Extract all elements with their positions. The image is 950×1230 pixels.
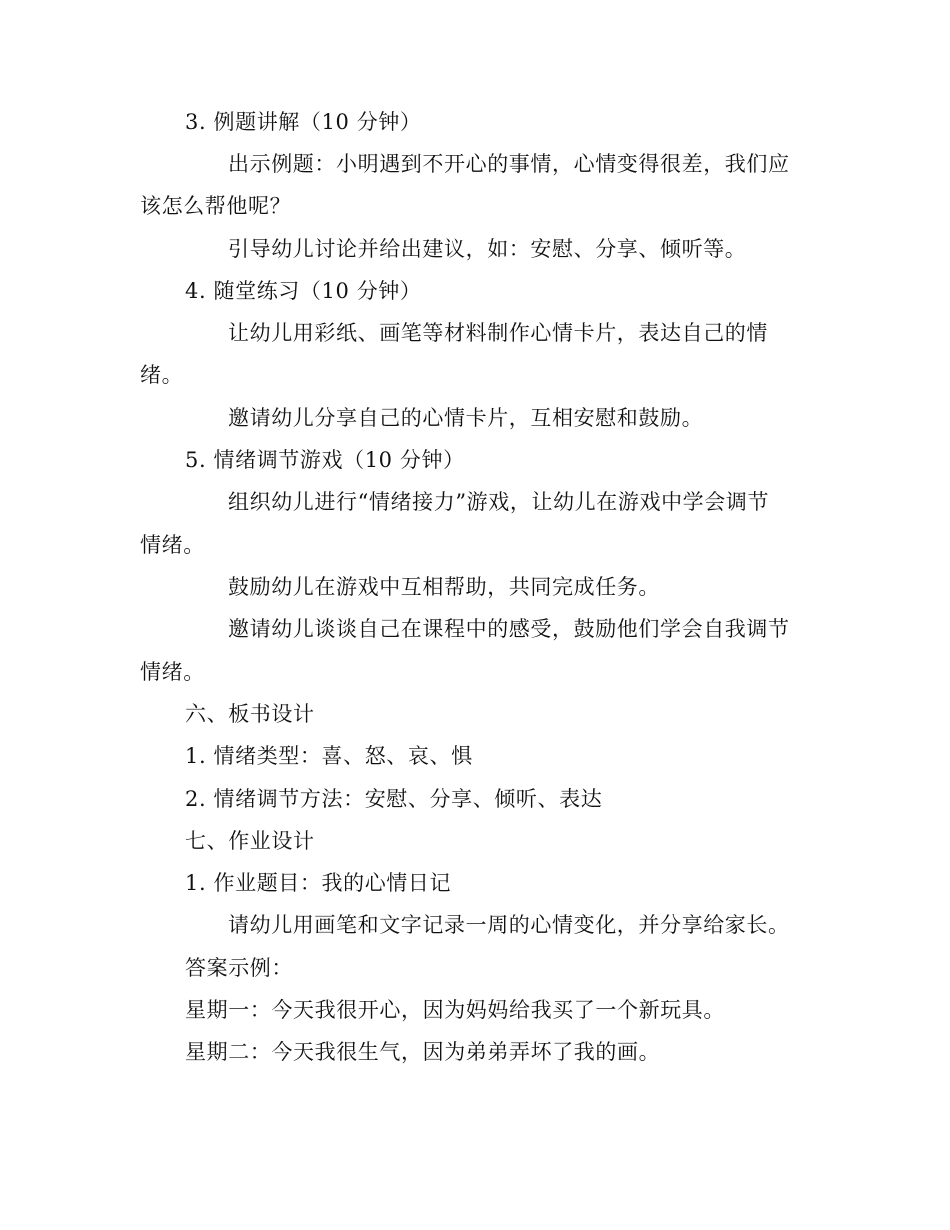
answer-label: 答案示例： (185, 956, 293, 980)
paragraph-line: 该怎么帮他呢？ (140, 194, 292, 218)
paragraph-line: 情绪。 (140, 533, 205, 557)
paragraph-line: 组织幼儿进行“情绪接力”游戏，让幼儿在游戏中学会调节 (228, 490, 770, 514)
section-heading-homework: 七、作业设计 (185, 829, 315, 853)
answer-line: 星期一：今天我很开心，因为妈妈给我买了一个新玩具。 (185, 998, 725, 1022)
list-item: 1. 情绪类型：喜、怒、哀、惧 (185, 744, 473, 768)
section-heading-game: 5. 情绪调节游戏（10 分钟） (185, 448, 465, 472)
list-item: 1. 作业题目：我的心情日记 (185, 871, 452, 895)
paragraph-line: 让幼儿用彩纸、画笔等材料制作心情卡片，表达自己的情 (228, 321, 768, 345)
paragraph-line: 出示例题：小明遇到不开心的事情，心情变得很差，我们应 (228, 152, 790, 176)
paragraph-line: 邀请幼儿谈谈自己在课程中的感受，鼓励他们学会自我调节 (228, 617, 790, 641)
paragraph-line: 绪。 (140, 363, 184, 387)
list-item: 2. 情绪调节方法：安慰、分享、倾听、表达 (185, 787, 603, 811)
section-heading-board: 六、板书设计 (185, 702, 315, 726)
section-heading-example: 3. 例题讲解（10 分钟） (185, 110, 422, 134)
section-heading-practice: 4. 随堂练习（10 分钟） (185, 279, 422, 303)
paragraph-line: 请幼儿用画笔和文字记录一周的心情变化，并分享给家长。 (228, 913, 790, 937)
paragraph-line: 情绪。 (140, 660, 205, 684)
paragraph-line: 邀请幼儿分享自己的心情卡片，互相安慰和鼓励。 (228, 406, 704, 430)
paragraph-line: 鼓励幼儿在游戏中互相帮助，共同完成任务。 (228, 575, 660, 599)
paragraph-line: 引导幼儿讨论并给出建议，如：安慰、分享、倾听等。 (228, 237, 747, 261)
answer-line: 星期二：今天我很生气，因为弟弟弄坏了我的画。 (185, 1040, 661, 1064)
